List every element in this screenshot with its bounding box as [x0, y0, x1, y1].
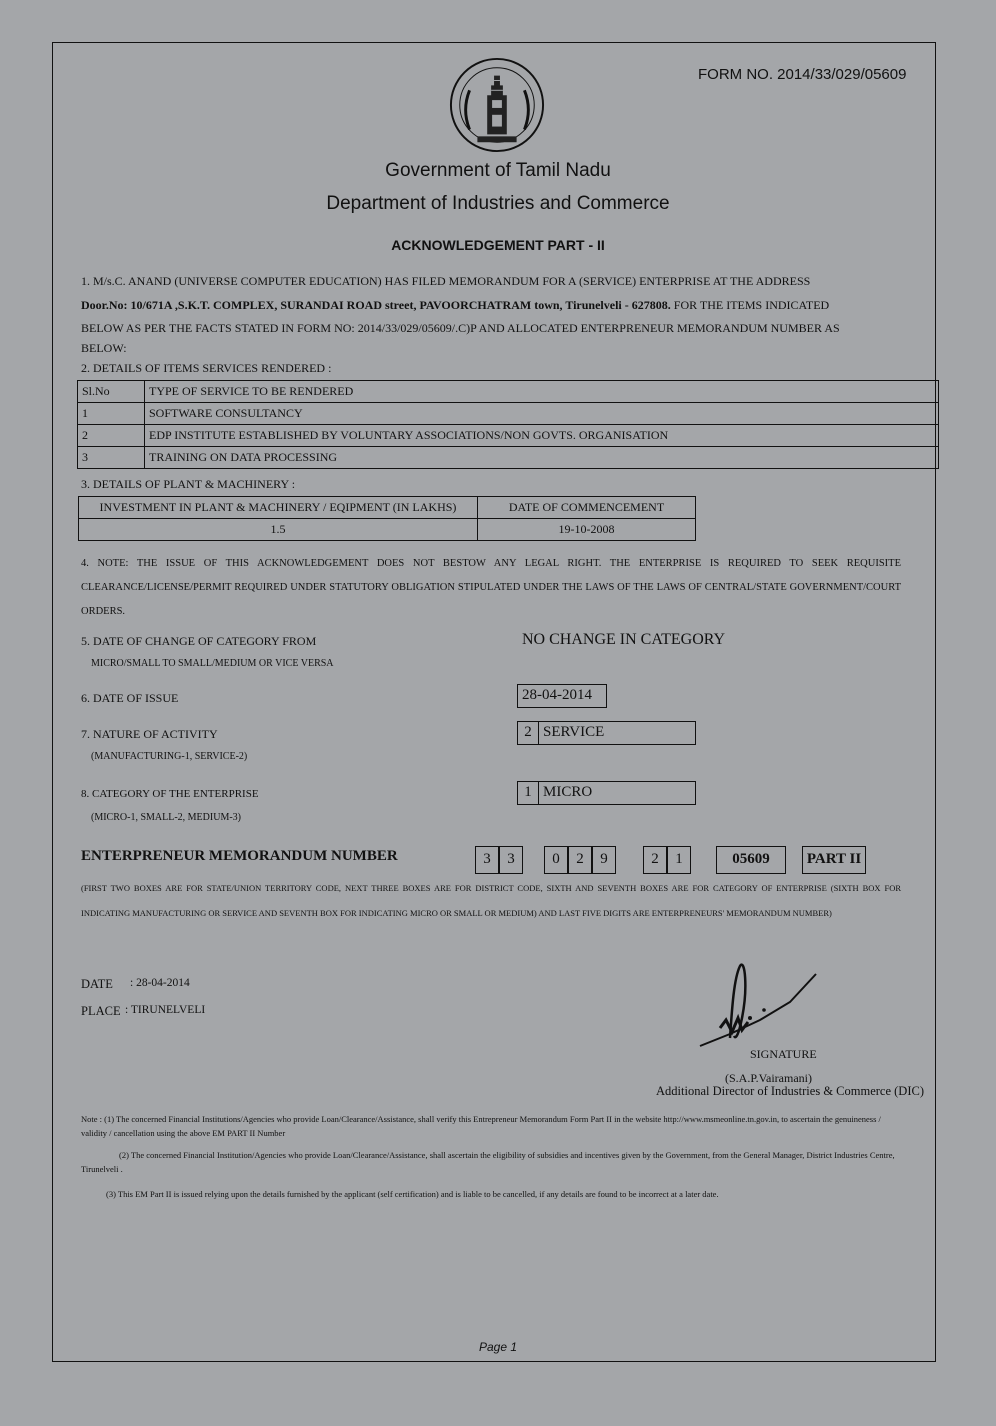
table-row — [78, 403, 939, 425]
signatory-name: (S.A.P.Vairamani) — [725, 1071, 812, 1085]
services-table — [77, 380, 939, 469]
table-cell-investment: 1.5 — [79, 519, 478, 541]
page-number: Page 1 — [478, 1340, 518, 1354]
item-5-label: 5. DATE OF CHANGE OF CATEGORY FROM — [81, 634, 317, 648]
paragraph-1-line-4: BELOW: — [81, 340, 127, 355]
em-number-explanation: (FIRST TWO BOXES ARE FOR STATE/UNION TERRITORY CODE, NEXT THREE BOXES ARE FOR DISTRICT CODE, SIXTH AND SEVENTH BOXES ARE FOR CATEGORY OF ENTERPRISE (SIXTH BOX FOR INDICATING MANUFACTURING OR SERVICE AND SEVENTH BOX FOR INDICATING MICRO OR SMALL OR MEDIUM) AND LAST FIVE DIGITS ARE ENTERPRENEURS' MEMORANDUM NUMBER) — [81, 883, 901, 918]
item-7-sublabel: (MANUFACTURING-1, SERVICE-2) — [91, 751, 248, 762]
table-cell-sl-no: 3 — [78, 447, 145, 469]
signatory-designation: Additional Director of Industries & Commerce (DIC) — [656, 1084, 924, 1098]
activity-digit: 2 — [643, 846, 667, 874]
plant-machinery-table — [78, 496, 696, 541]
tamil-nadu-emblem — [448, 56, 546, 154]
table-row — [79, 519, 696, 541]
paragraph-1-line-2-rest: FOR THE ITEMS INDICATED — [670, 297, 830, 312]
government-title: Government of Tamil Nadu — [385, 160, 611, 181]
table-cell-sl-no: 2 — [78, 425, 145, 447]
table-row — [78, 447, 939, 469]
legal-note: 4. NOTE: THE ISSUE OF THIS ACKNOWLEDGEMENT DOES NOT BESTOW ANY LEGAL RIGHT. THE ENTERPRISE IS REQUIRED TO SEEK REQUISITE CLEARANCE/LICENSE/PERMIT REQUIRED UNDER STATUTORY OBLIGATION STIPULATED UNDER THE LAWS OF THE LAWS OF CENTRAL/STATE GOVERNMENT/COURT ORDERS. — [81, 558, 901, 617]
state-code-digit-2: 3 — [499, 846, 523, 874]
footnote-2: (2) The concerned Financial Institution/Agencies who provide Loan/Clearance/Assistance, shall ascertain the eligibility of subsidies and incentives given by the Government, from the General Manager, District Industries Centre, Tirunelveli . — [81, 1150, 895, 1174]
paragraph-1-line-3: BELOW AS PER THE FACTS STATED IN FORM NO: 2014/33/029/05609/.C)P AND ALLOCATED ENTERPRENEUR MEMORANDUM NUMBER AS — [81, 321, 840, 335]
handwritten-signature — [690, 958, 830, 1058]
district-code-digit-3: 9 — [592, 846, 616, 874]
district-code-digit-1: 0 — [544, 846, 568, 874]
document-title: ACKNOWLEDGEMENT PART - II — [391, 237, 605, 253]
paragraph-1-line-1: 1. M/s.C. ANAND (UNIVERSE COMPUTER EDUCATION) HAS FILED MEMORANDUM FOR A (SERVICE) ENTERPRISE AT THE ADDRESS — [81, 274, 811, 288]
column-header-investment: INVESTMENT IN PLANT & MACHINERY / EQIPMENT (IN LAKHS) — [79, 497, 478, 519]
state-code-digit-1: 3 — [475, 846, 499, 874]
column-header-sl-no: Sl.No — [78, 381, 145, 403]
department-title: Department of Industries and Commerce — [326, 193, 670, 214]
em-number-title: ENTERPRENEUR MEMORANDUM NUMBER — [81, 848, 398, 864]
category-value-box: MICRO — [538, 781, 696, 805]
place-value: : TIRUNELVELI — [125, 1004, 206, 1016]
table-row — [78, 425, 939, 447]
item-5-sublabel: MICRO/SMALL TO SMALL/MEDIUM OR VICE VERSA — [91, 658, 334, 669]
table-cell-sl-no: 1 — [78, 403, 145, 425]
activity-code-box: 2 — [517, 721, 539, 745]
paragraph-1-line-2 — [81, 294, 901, 318]
footnote-1: Note : (1) The concerned Financial Institutions/Agencies who provide Loan/Clearance/Assistance, shall verify this Entrepreneur Memorandum Form Part II in the website http://www.msmeonline.tn.gov.in, to ascertain the genuineness / validity / cancellation using the above EM PART II Number — [81, 1114, 881, 1138]
table-cell-service-type: SOFTWARE CONSULTANCY — [145, 403, 939, 425]
table-header-row — [79, 497, 696, 519]
serial-number-box: 05609 — [716, 846, 786, 874]
item-6-label: 6. DATE OF ISSUE — [81, 691, 179, 705]
column-header-service-type: TYPE OF SERVICE TO BE RENDERED — [145, 381, 939, 403]
activity-value-box: SERVICE — [538, 721, 696, 745]
item-8-sublabel: (MICRO-1, SMALL-2, MEDIUM-3) — [91, 812, 241, 823]
table-cell-service-type: EDP INSTITUTE ESTABLISHED BY VOLUNTARY ASSOCIATIONS/NON GOVTS. ORGANISATION — [145, 425, 939, 447]
district-code-digit-2: 2 — [568, 846, 592, 874]
form-number: FORM NO. 2014/33/029/05609 — [698, 66, 907, 83]
category-change-value: NO CHANGE IN CATEGORY — [522, 631, 726, 648]
item-8-label: 8. CATEGORY OF THE ENTERPRISE — [81, 788, 259, 800]
item-7-label: 7. NATURE OF ACTIVITY — [81, 727, 218, 741]
table-cell-commencement-date: 19-10-2008 — [478, 519, 696, 541]
table-header-row — [78, 381, 939, 403]
footnote-3: (3) This EM Part II is issued relying upon the details furnished by the applicant (self certification) and is liable to be cancelled, if any details are found to be incorrect at a later date. — [106, 1189, 719, 1199]
date-label: DATE — [81, 977, 113, 991]
signature-label: SIGNATURE — [750, 1047, 817, 1061]
size-digit: 1 — [667, 846, 691, 874]
category-code-box: 1 — [517, 781, 539, 805]
table-cell-service-type: TRAINING ON DATA PROCESSING — [145, 447, 939, 469]
date-of-issue-box: 28-04-2014 — [517, 684, 607, 708]
column-header-commencement-date: DATE OF COMMENCEMENT — [478, 497, 696, 519]
plant-heading: 3. DETAILS OF PLANT & MACHINERY : — [81, 477, 296, 491]
place-label: PLACE — [81, 1004, 121, 1018]
services-heading: 2. DETAILS OF ITEMS SERVICES RENDERED : — [81, 361, 332, 375]
paragraph-1 — [81, 270, 901, 355]
address: Door.No: 10/671A ,S.K.T. COMPLEX, SURANDAI ROAD street, PAVOORCHATRAM town, Tirunelveli - 627808. — [81, 297, 671, 312]
date-value: : 28-04-2014 — [130, 977, 190, 989]
part-box: PART II — [802, 846, 866, 874]
